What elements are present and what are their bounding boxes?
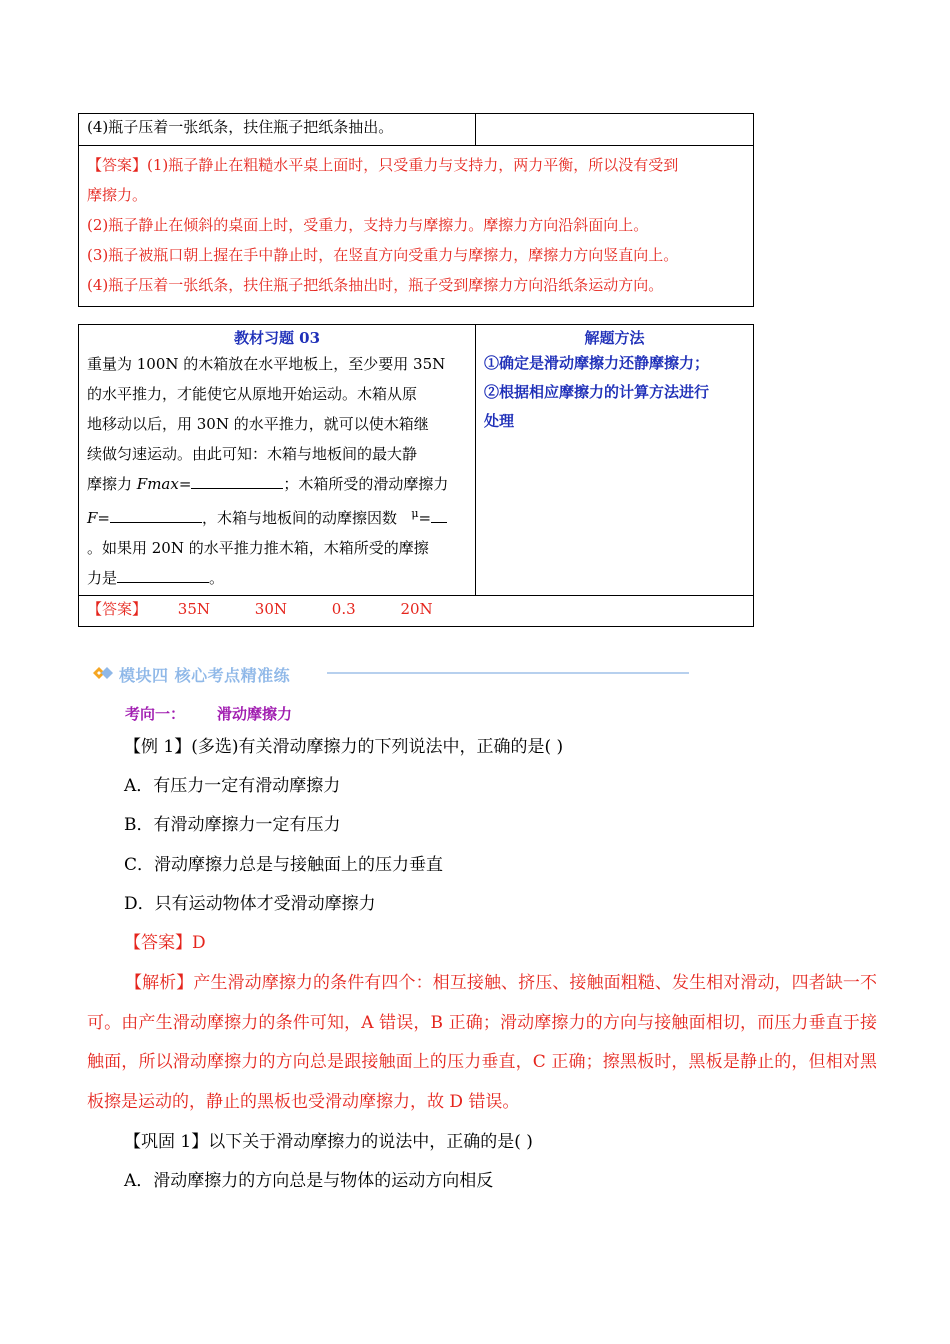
subtitle-text: 滑动摩擦力: [217, 705, 293, 723]
option-b: B．有滑动摩擦力一定有压力: [124, 815, 341, 835]
method-header: 解题方法: [584, 329, 645, 347]
answer-line-5: (4)瓶子压着一张纸条，扶住瓶子把纸条抽出时，瓶子受到摩擦力方向沿纸条运动方向。: [87, 276, 664, 294]
answer-value-1: 35N: [177, 600, 211, 618]
table2-main-row: [79, 325, 754, 596]
table1-row: [79, 114, 754, 146]
module-title: 模块四 核心考点精准练: [119, 666, 291, 685]
answer-line-3: (2)瓶子静止在倾斜的桌面上时，受重力，支持力与摩擦力。摩擦力方向沿斜面向上。: [87, 216, 649, 234]
f-blank: [110, 506, 202, 523]
method-line-1: ①确定是滑动摩擦力还静摩擦力；: [484, 354, 710, 372]
table2-answer-cell: [79, 596, 754, 627]
module-header: [92, 660, 692, 688]
method-line-2: ②根据相应摩擦力的计算方法进行: [484, 383, 710, 401]
table1-answer-row: [79, 146, 754, 307]
practice1-question: 【巩固 1】以下关于滑动摩擦力的说法中，正确的是( ): [124, 1132, 533, 1152]
answer-line-4: (3)瓶子被瓶口朝上握在手中静止时，在竖直方向受重力与摩擦力，摩擦力方向竖直向上。: [87, 246, 679, 264]
table1-cell-right: [476, 114, 754, 146]
mu-symbol: μ: [411, 507, 419, 520]
answer-value-3: 0.3: [331, 600, 356, 618]
problem-line-2: 的水平推力，才能使它从原地开始运动。木箱从原: [87, 385, 418, 403]
problem-line-6: F= ，木箱与地板间的动摩擦因数 $^\mu$=: [87, 499, 467, 533]
f-symbol: F: [87, 509, 98, 527]
method-line-3: 处理: [484, 412, 515, 430]
method-cell: [476, 325, 754, 596]
problem-line-1: 重量为 100N 的木箱放在水平地板上，至少要用 35N: [87, 355, 446, 373]
answer-label: 【答案】: [87, 156, 148, 174]
answer-value-4: 20N: [400, 600, 433, 618]
answer-table-1: [78, 113, 754, 307]
mu-blank: [431, 506, 447, 523]
fmax-blank: [191, 472, 283, 489]
option-c: C．滑动摩擦力总是与接触面上的压力垂直: [124, 855, 444, 875]
example1-answer: 【答案】D: [124, 933, 206, 953]
example1-analysis: 【解析】产生滑动摩擦力的条件有四个：相互接触、挤压、接触面粗糙、发生相对滑动，四者缺一不可。由产生滑动摩擦力的条件可知，A 错误，B 正确；滑动摩擦力的方向与接触面相切，而压力垂直于接触面，所以滑动摩擦力的方向总是跟接触面上的压力垂直，C 正确；擦黑板时，黑板是静止的，但相对黑板擦是运动的，静止的黑板也受滑动摩擦力，故 D 错误。: [87, 973, 877, 1112]
subtitle-label: 考向一：: [125, 705, 186, 723]
answer-value-2: 30N: [254, 600, 288, 618]
table1-answer-cell: [79, 146, 754, 307]
answer-label-2: 【答案】: [87, 600, 148, 618]
problem-header: 教材习题 03: [233, 329, 321, 347]
problem-line-5: 摩擦力 Fmax= ；木箱所受的滑动摩擦力: [87, 469, 467, 499]
fmax-symbol: Fmax: [136, 475, 179, 493]
answer-line-1: 【答案】(1)瓶子静止在粗糙水平桌上面时，只受重力与支持力，两力平衡，所以没有受到: [87, 156, 679, 174]
problem-cell: [79, 325, 476, 596]
option-a: A．有压力一定有滑动摩擦力: [124, 776, 341, 796]
problem-line-4: 续做匀速运动。由此可知：木箱与地板间的最大静: [87, 445, 418, 463]
table2-answer-row: [79, 596, 754, 627]
example1-question: 【例 1】(多选)有关滑动摩擦力的下列说法中，正确的是( ): [124, 737, 564, 757]
table1-cell-left: (4)瓶子压着一张纸条，扶住瓶子把纸条抽出。: [79, 114, 476, 146]
answer-line-2: 摩擦力。: [87, 186, 148, 204]
practice1-option-a: A．滑动摩擦力的方向总是与物体的运动方向相反: [124, 1171, 494, 1191]
friction-blank: [117, 566, 209, 583]
problem-line-3: 地移动以后，用 30N 的水平推力，就可以使木箱继: [87, 415, 429, 433]
problem-line-8: 力是 。: [87, 563, 467, 593]
section-subtitle: [125, 703, 292, 724]
module-divider: [327, 672, 689, 674]
exercise-table-03: [78, 324, 754, 627]
problem-line-7: 。如果用 20N 的水平推力推木箱，木箱所受的摩擦: [87, 539, 429, 557]
option-d: D．只有运动物体才受滑动摩擦力: [124, 894, 376, 914]
double-chevron-icon: [92, 665, 116, 681]
